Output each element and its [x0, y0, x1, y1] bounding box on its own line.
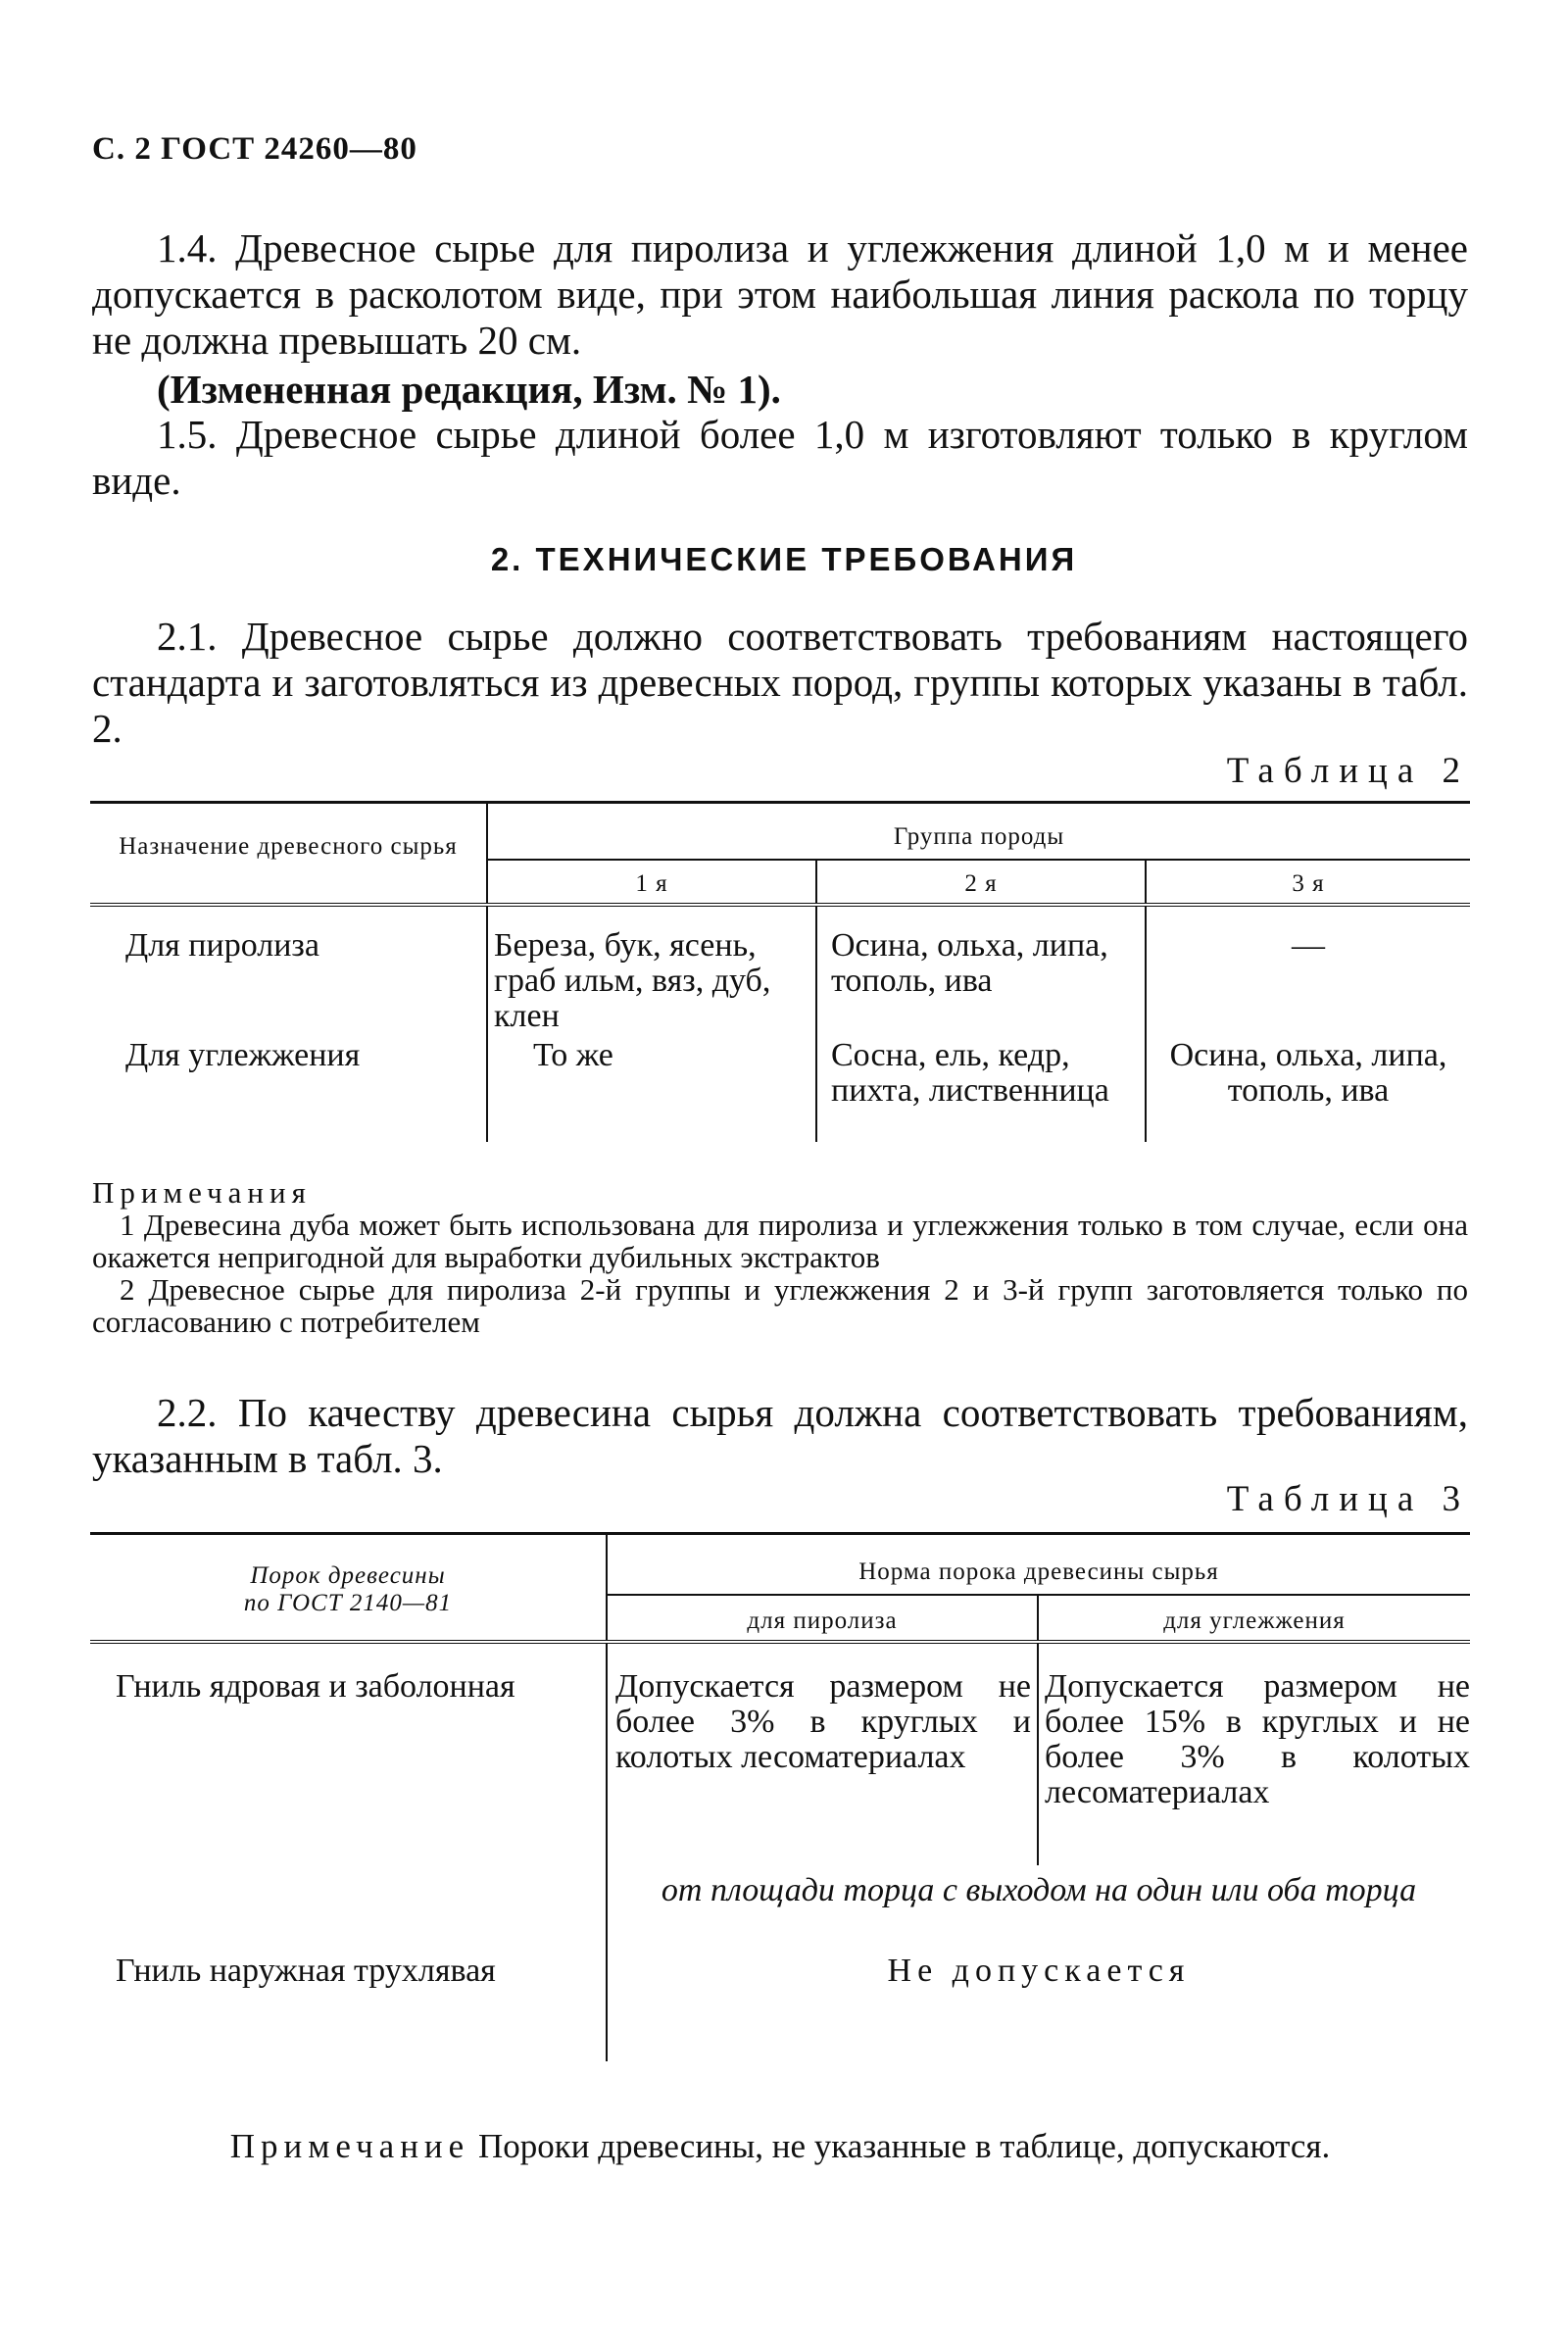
paragraph-1-4: 1.4. Древесное сырье для пиролиза и углежжения длиной 1,0 м и менее допускается в расколотом виде, при этом наибольшая линия раскола по торцу не должна превышать 20 см.	[92, 225, 1468, 363]
table-2-row-g1: То же	[487, 1034, 816, 1142]
table-3	[90, 1532, 1470, 2061]
section-title: 2. ТЕХНИЧЕСКИЕ ТРЕБОВАНИЯ	[490, 541, 1078, 577]
page-header: С. 2 ГОСТ 24260—80	[92, 131, 417, 167]
table-3-defect-header	[90, 1534, 607, 1642]
table-2-row-purpose: Для углежжения	[90, 1034, 487, 1142]
table-3-coal-header: для углежжения	[1038, 1595, 1470, 1642]
paragraph-2-1: 2.1. Древесное сырье должно соответствовать требованиям настоящего стандарта и заготовляться из древесных пород, группы которых указаны в табл. 2.	[92, 614, 1468, 751]
note-text: Пороки древесины, не указанные в таблице, допускаются.	[477, 2127, 1331, 2165]
table-2-row-g2: Сосна, ель, кедр, пихта, лиственница	[816, 1034, 1146, 1142]
table-3-row1-common: от площади торца с выходом на один или оба торца	[661, 1871, 1417, 1908]
table-2-group-1: 1 я	[487, 860, 816, 905]
table-2-group-header: Группа породы	[487, 803, 1470, 860]
table-3-norm-header: Норма порока древесины сырья	[607, 1534, 1470, 1595]
paragraph-1-5: 1.5. Древесное сырье длиной более 1,0 м изготовляют только в круглом виде.	[92, 412, 1468, 503]
note-2: 2 Древесное сырье для пиролиза 2-й группы и углежжения 2 и 3-й групп заготовляется только по согласованию с потребителем	[92, 1272, 1468, 1339]
table-2-row-g2: Осина, ольха, липа, тополь, ива	[816, 905, 1146, 1034]
table-3-caption: Таблица 3	[1226, 1479, 1470, 1519]
notes-title: Примечания	[92, 1175, 312, 1210]
table-3-row1-defect: Гниль ядровая и заболонная	[90, 1642, 607, 1954]
table-3-note	[92, 2123, 1468, 2169]
paragraph-2-2: 2.2. По качеству древесина сырья должна соответствовать требованиям, указанным в табл. 3.	[92, 1390, 1468, 1481]
table-2-row-g3: —	[1292, 926, 1325, 964]
table-2-purpose-header: Назначение древесного сырья	[90, 803, 487, 905]
defect-header-line-2: по ГОСТ 2140—81	[243, 1590, 453, 1616]
amendment-note: (Измененная редакция, Изм. № 1).	[157, 367, 781, 412]
table-2-notes	[92, 1176, 1468, 1338]
table-3-row2-defect: Гниль наружная трухлявая	[90, 1954, 607, 2061]
note-1: 1 Древесина дуба может быть использована для пиролиза и углежжения только в том случае, если она окажется непригодной для выработки дубильных экстрактов	[92, 1208, 1468, 1274]
table-2-caption: Таблица 2	[1226, 751, 1470, 791]
defect-header-line-1: Порок древесины	[250, 1562, 446, 1589]
table-2	[90, 801, 1470, 1142]
table-2-row-g3: Осина, ольха, липа, тополь, ива	[1169, 1036, 1447, 1109]
note-title: Примечание	[229, 2127, 470, 2165]
table-3-row2-norm: Не допускается	[887, 1952, 1191, 1989]
table-3-row1-pyro: Допускается размером не более 3% в круглых и колотых лесоматериалах	[607, 1642, 1038, 1865]
table-2-row-purpose: Для пиролиза	[90, 905, 487, 1034]
table-3-row1-coal: Допускается размером не более 15% в круглых и не более 3% в колотых лесоматериалах	[1045, 1667, 1470, 1810]
table-2-row-g1: Береза, бук, ясень, граб ильм, вяз, дуб, клен	[487, 905, 816, 1034]
table-2-group-3: 3 я	[1146, 860, 1470, 905]
table-3-pyro-header: для пиролиза	[607, 1595, 1038, 1642]
table-2-group-2: 2 я	[816, 860, 1146, 905]
